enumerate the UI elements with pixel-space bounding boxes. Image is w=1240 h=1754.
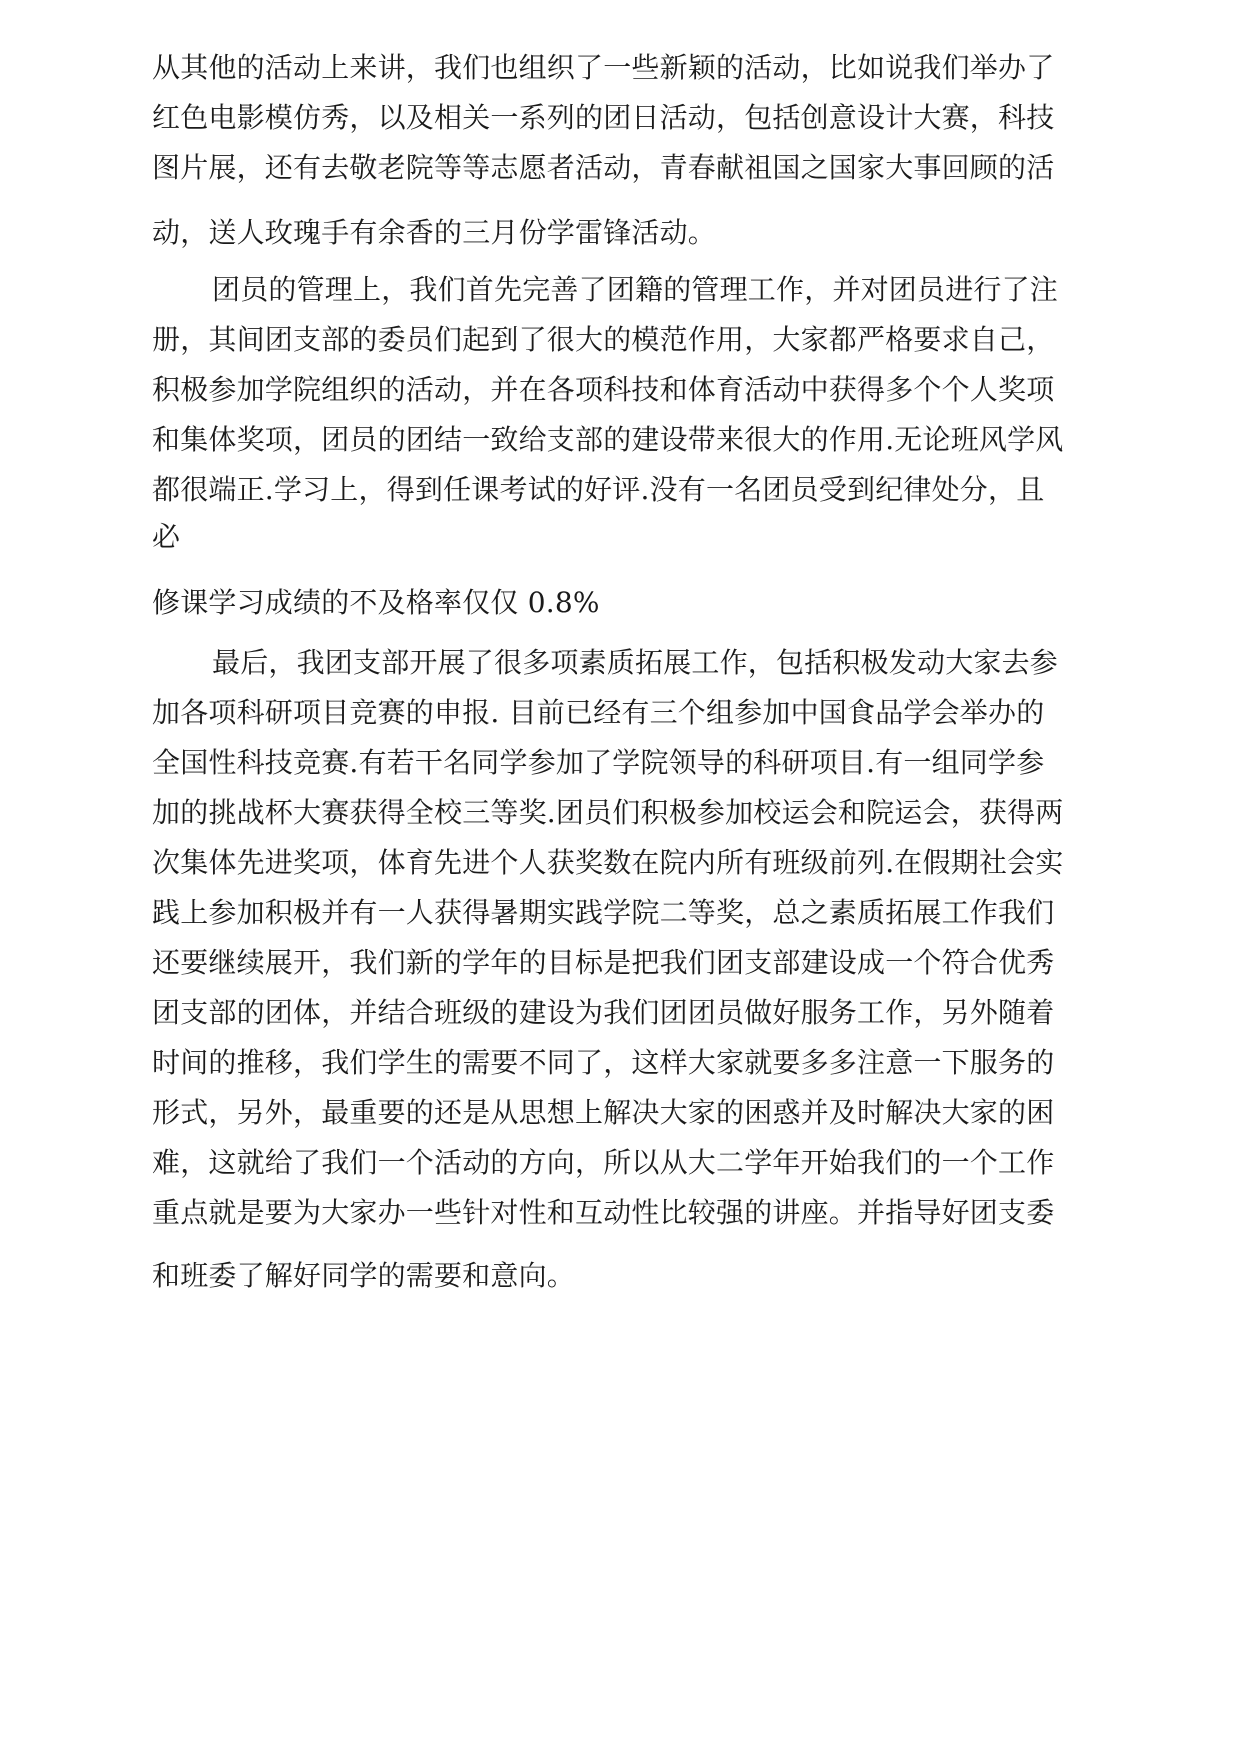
text-line: 加的挑战杯大赛获得全校三等奖.团员们积极参加校运会和院运会，获得两	[152, 796, 1064, 829]
text-line: 最后，我团支部开展了很多项素质拓展工作，包括积极发动大家去参	[212, 646, 1059, 679]
text-line: 还要继续展开，我们新的学年的目标是把我们团支部建设成一个符合优秀	[152, 946, 1055, 979]
text-line: 图片展，还有去敬老院等等志愿者活动，青春献祖国之国家大事回顾的活	[152, 151, 1055, 184]
text-line: 时间的推移，我们学生的需要不同了，这样大家就要多多注意一下服务的	[152, 1046, 1055, 1079]
text-line: 次集体先进奖项，体育先进个人获奖数在院内所有班级前列.在假期社会实	[152, 846, 1064, 879]
text-line: 从其他的活动上来讲，我们也组织了一些新颖的活动，比如说我们举办了	[152, 51, 1055, 84]
text-line: 团支部的团体，并结合班级的建设为我们团团员做好服务工作，另外随着	[152, 996, 1055, 1029]
text-line: 团员的管理上，我们首先完善了团籍的管理工作，并对团员进行了注	[212, 273, 1059, 306]
text-line: 积极参加学院组织的活动，并在各项科技和体育活动中获得多个个人奖项	[152, 373, 1055, 406]
text-line: 形式，另外，最重要的还是从思想上解决大家的困惑并及时解决大家的困	[152, 1096, 1055, 1129]
text-line: 和班委了解好同学的需要和意向。	[152, 1259, 576, 1292]
text-line: 册，其间团支部的委员们起到了很大的模范作用，大家都严格要求自己，	[152, 323, 1055, 356]
text-line: 都很端正.学习上，得到任课考试的好评.没有一名团员受到纪律处分，且	[152, 473, 1045, 506]
text-line: 加各项科研项目竞赛的申报. 目前已经有三个组参加中国食品学会举办的	[152, 696, 1045, 729]
text-line: 难，这就给了我们一个活动的方向，所以从大二学年开始我们的一个工作	[152, 1146, 1055, 1179]
text-line: 红色电影模仿秀，以及相关一系列的团日活动，包括创意设计大赛，科技	[152, 101, 1055, 134]
text-line: 重点就是要为大家办一些针对性和互动性比较强的讲座。并指导好团支委	[152, 1196, 1055, 1229]
text-line: 修课学习成绩的不及格率仅仅 0.8%	[152, 586, 600, 619]
text-line: 必	[152, 520, 181, 553]
text-line: 动，送人玫瑰手有余香的三月份学雷锋活动。	[152, 216, 717, 249]
text-line: 践上参加积极并有一人获得暑期实践学院二等奖，总之素质拓展工作我们	[152, 896, 1055, 929]
text-line: 全国性科技竞赛.有若干名同学参加了学院领导的科研项目.有一组同学参	[152, 746, 1045, 779]
text-line: 和集体奖项，团员的团结一致给支部的建设带来很大的作用.无论班风学风	[152, 423, 1064, 456]
